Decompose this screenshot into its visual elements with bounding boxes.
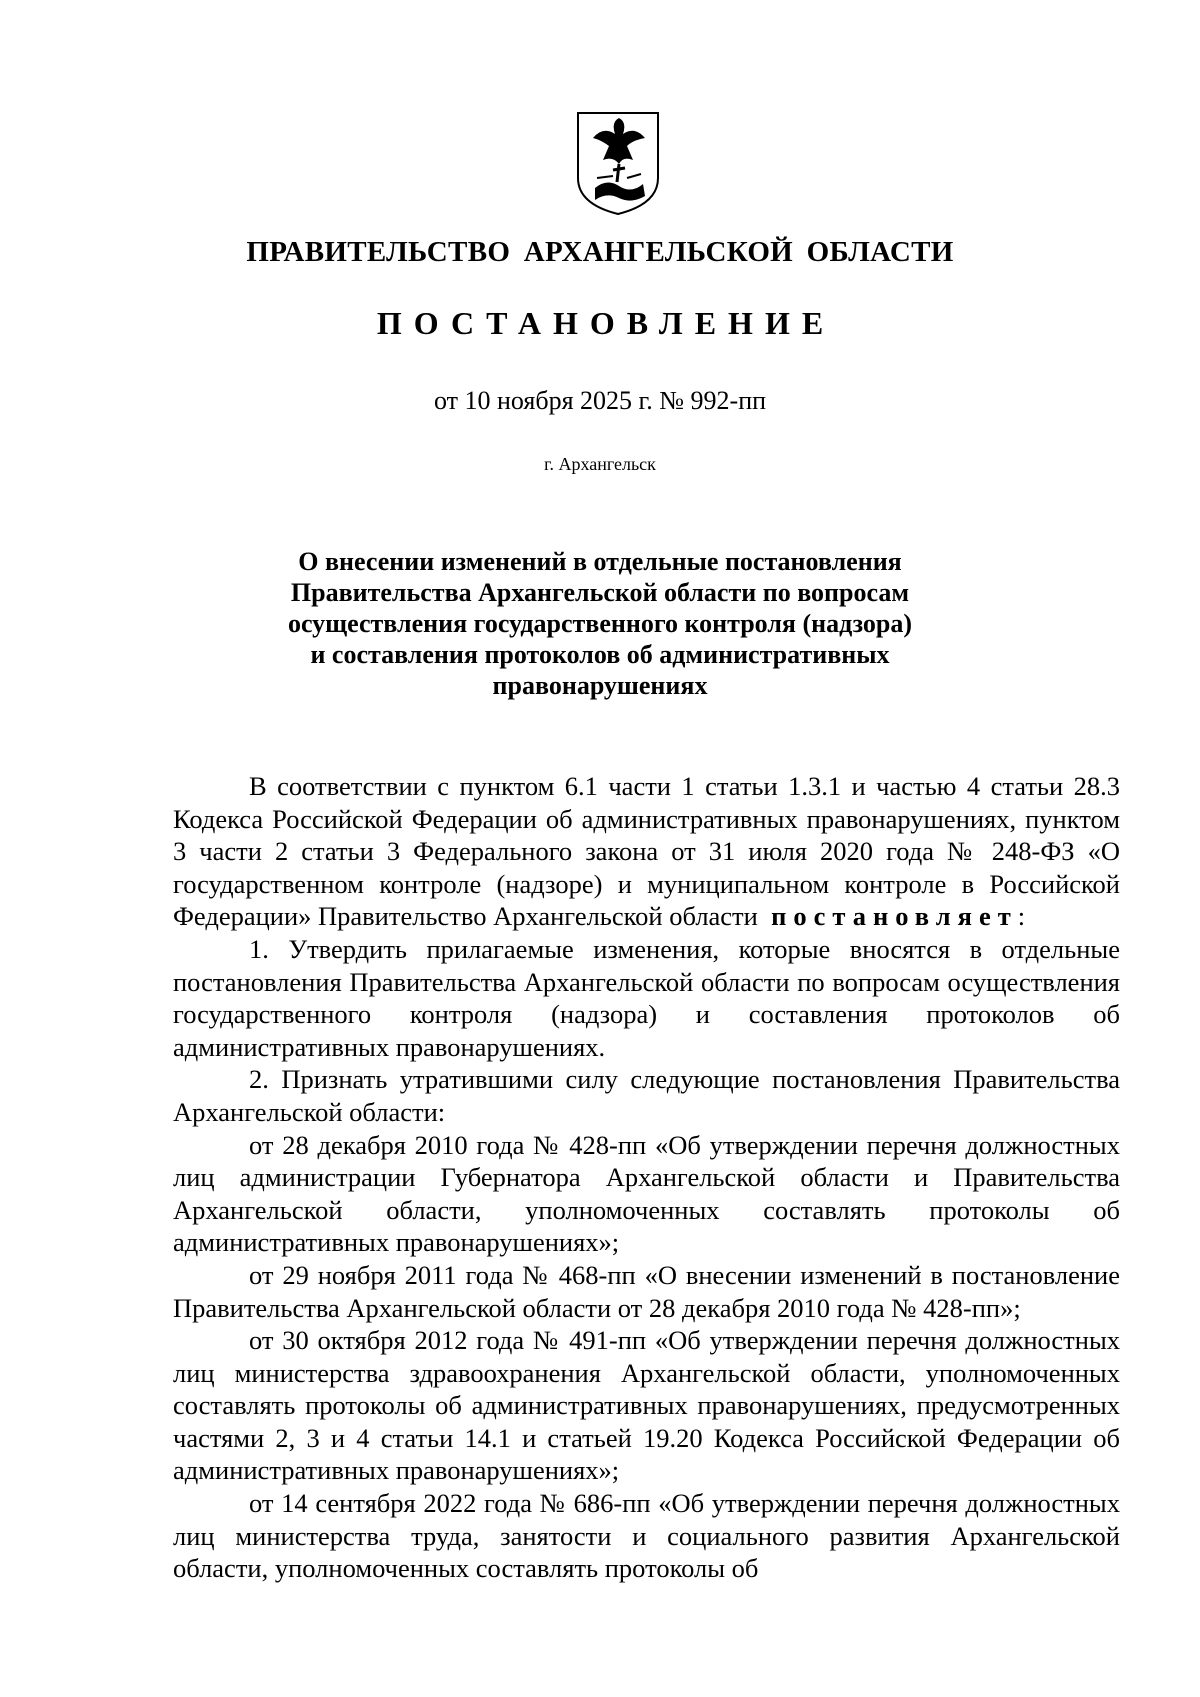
document-body: [173, 770, 1120, 1585]
preamble-paragraph: [173, 770, 1120, 933]
repealed-decree: от 29 ноября 2011 года № 468-пп «О внесении изменений в постановление Правительства Архангельской области от 28 декабря 2010 года № 428-пп»;: [173, 1259, 1120, 1323]
subject-line: и составления протоколов об административных: [310, 640, 890, 669]
subject-line: осуществления государственного контроля (надзора): [287, 609, 912, 638]
government-name: ПРАВИТЕЛЬСТВО АРХАНГЕЛЬСКОЙ ОБЛАСТИ: [246, 236, 954, 268]
subject-line: О внесении изменений в отдельные постановления: [298, 547, 902, 576]
document-subject: [270, 546, 930, 701]
city: г. Архангельск: [544, 454, 656, 474]
subject-line: правонарушениях: [492, 671, 708, 700]
repealed-decree: от 30 октября 2012 года № 491-пп «Об утверждении перечня должностных лиц министерства здравоохранения Архангельской области, уполномоченных составлять протоколы об административных правонарушениях, предусмотренных частями 2, 3 и 4 статьи 14.1 и статьей 19.20 Кодекса Российской Федерации об административных правонарушениях»;: [173, 1325, 1120, 1486]
date-and-number: от 10 ноября 2025 г. № 992-пп: [433, 386, 767, 415]
subject-line: Правительства Архангельской области по вопросам: [290, 578, 910, 607]
decrees-colon: :: [1017, 901, 1026, 932]
repealed-decree: от 14 сентября 2022 года № 686-пп «Об утверждении перечня должностных лиц министерства труда, занятости и социального развития Архангельской области, уполномоченных составлять протоколы об: [173, 1488, 1120, 1584]
repealed-decree: от 28 декабря 2010 года № 428-пп «Об утверждении перечня должностных лиц администрации Губернатора Архангельской области и Правительства Архангельской области, уполномоченных составлять протоколы об административных правонарушениях»;: [173, 1129, 1120, 1258]
item-1-paragraph: 1. Утвердить прилагаемые изменения, которые вносятся в отдельные постановления Правительства Архангельской области по вопросам осуществления государственного контроля (надзора) и составления протоколов об административных правонарушениях.: [173, 933, 1120, 1062]
item-2-paragraph: 2. Признать утратившими силу следующие постановления Правительства Архангельской области:: [173, 1064, 1120, 1127]
preamble-text: В соответствии с пунктом 6.1 части 1 статьи 1.3.1 и частью 4 статьи 28.3 Кодекса Российской Федерации об административных правонарушениях, пунктом 3 части 2 статьи 3 Федерального закона от 31 июля 2020 года № 248-ФЗ «О государственном контроле (надзоре) и муниципальном контроле в Российской Федерации» Правительство Архангельской области: [173, 771, 1120, 932]
coat-of-arms-icon: [573, 108, 663, 218]
decrees-word: постановляет: [771, 901, 1018, 932]
document-type: ПОСТАНОВЛЕНИЕ: [376, 305, 836, 341]
